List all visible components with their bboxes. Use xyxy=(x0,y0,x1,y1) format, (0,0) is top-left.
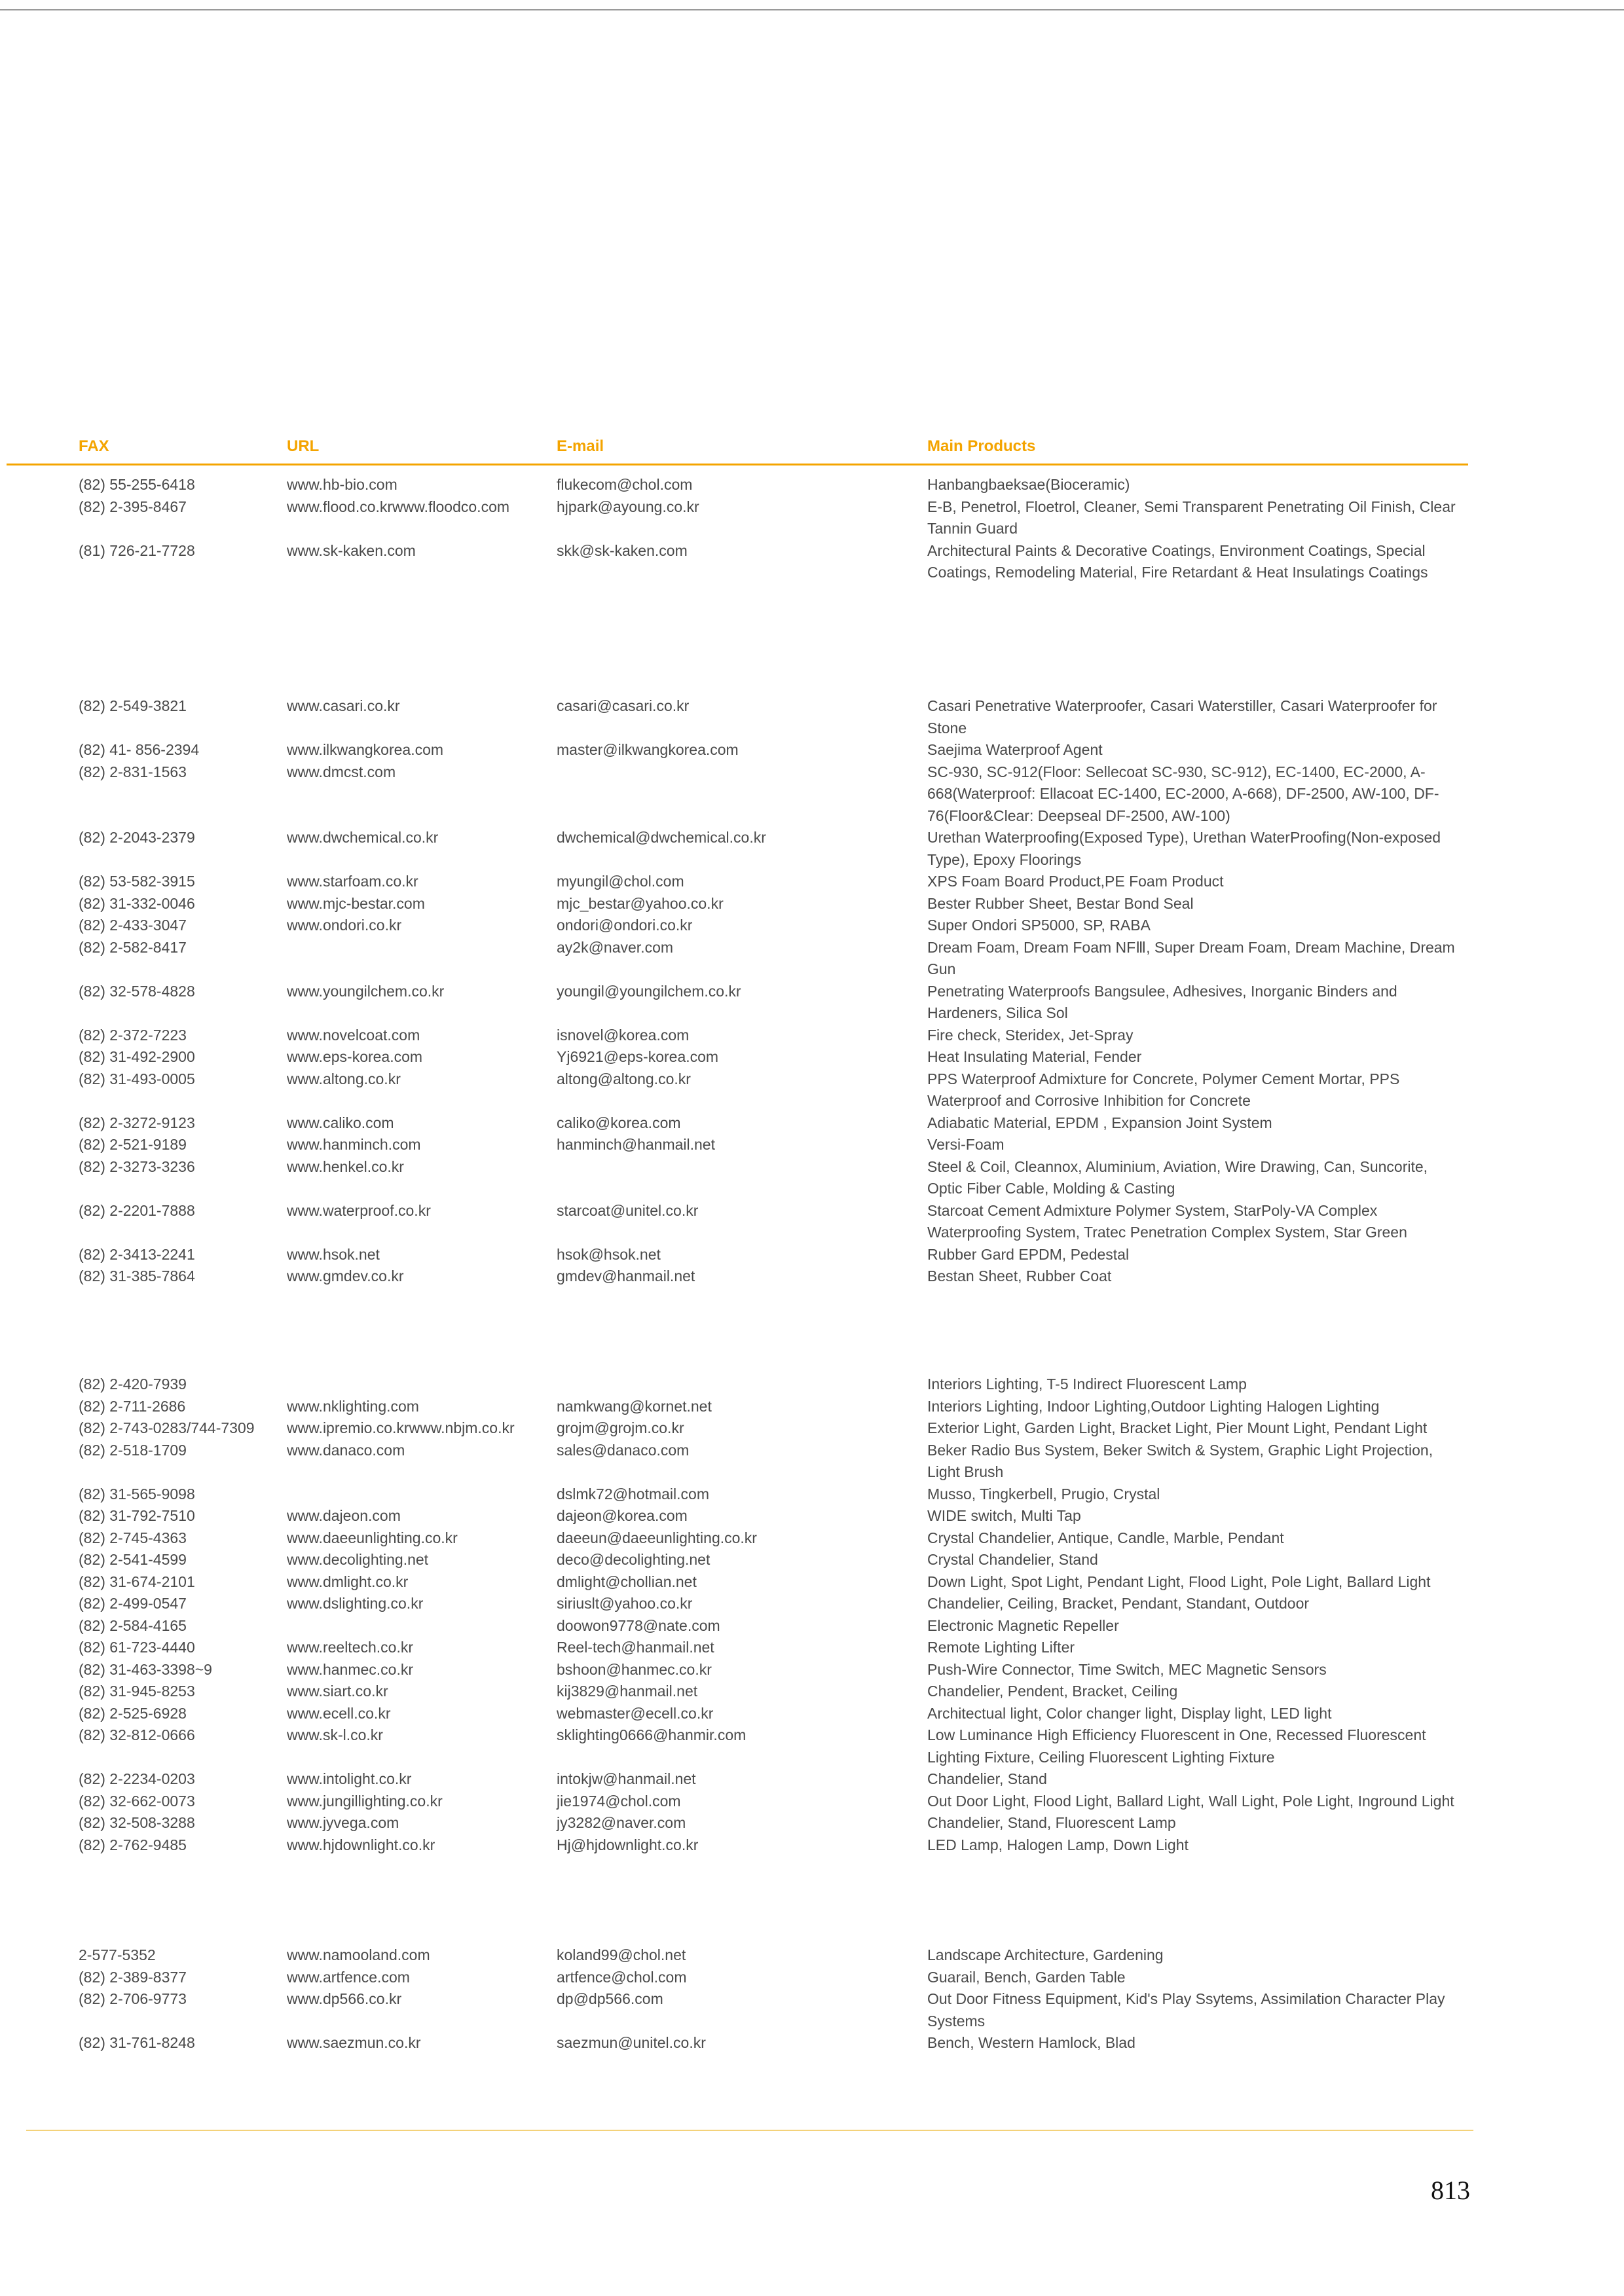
fax-cell: (82) 2-433-3047 xyxy=(79,917,187,934)
fax-cell: (82) 2-420-7939 xyxy=(79,1376,187,1393)
url-link[interactable]: www.decolighting.net xyxy=(287,1551,429,1568)
email-link[interactable]: dmlight@chollian.net xyxy=(557,1573,697,1590)
email-link[interactable]: grojm@grojm.co.kr xyxy=(557,1419,684,1436)
url-link[interactable]: www.siart.co.kr xyxy=(287,1683,388,1700)
url-link[interactable]: www.sk-l.co.kr xyxy=(287,1726,383,1743)
fax-cell: (82) 2-372-7223 xyxy=(79,1026,187,1044)
url-link[interactable]: www.ondori.co.kr xyxy=(287,917,402,934)
fax-cell: (82) 2-521-9189 xyxy=(79,1136,187,1153)
email-link[interactable]: siriuslt@yahoo.co.kr xyxy=(557,1595,693,1612)
products-cell: Crystal Chandelier, Antique, Candle, Marble, Pendant xyxy=(927,1529,1284,1546)
url-link[interactable]: www.flood.co.krwww.floodco.com xyxy=(287,498,510,515)
email-link[interactable]: altong@altong.co.kr xyxy=(557,1070,691,1087)
url-link[interactable]: www.starfoam.co.kr xyxy=(287,873,418,890)
fax-cell: (82) 2-525-6928 xyxy=(79,1704,187,1722)
fax-cell: (82) 32-508-3288 xyxy=(79,1814,195,1831)
fax-cell: (82) 31-761-8248 xyxy=(79,2034,195,2051)
fax-cell: (82) 31-493-0005 xyxy=(79,1070,195,1087)
url-link[interactable]: www.novelcoat.com xyxy=(287,1026,420,1044)
email-link[interactable]: namkwang@kornet.net xyxy=(557,1397,712,1415)
products-cell: Architectual light, Color changer light, Display light, LED light xyxy=(927,1704,1332,1722)
email-link[interactable]: casari@casari.co.kr xyxy=(557,697,690,714)
email-link[interactable]: dwchemical@dwchemical.co.kr xyxy=(557,829,766,846)
url-link[interactable]: www.jungillighting.co.kr xyxy=(287,1792,443,1810)
products-cell: Bench, Western Hamlock, Blad xyxy=(927,2034,1135,2051)
url-link[interactable]: www.hb-bio.com xyxy=(287,476,397,493)
email-link[interactable]: youngil@youngilchem.co.kr xyxy=(557,982,741,1000)
table-row xyxy=(0,1025,1624,1047)
products-cell: Crystal Chandelier, Stand xyxy=(927,1551,1098,1568)
products-cell: Interiors Lighting, Indoor Lighting,Outdoor Lighting Halogen Lighting xyxy=(927,1397,1380,1415)
top-rule xyxy=(0,9,1624,10)
products-cell: Hanbangbaeksae(Bioceramic) xyxy=(927,476,1130,493)
products-cell: Electronic Magnetic Repeller xyxy=(927,1616,1119,1634)
fax-cell: (82) 2-3413-2241 xyxy=(79,1245,195,1263)
fax-cell: (82) 32-662-0073 xyxy=(79,1792,195,1810)
products-cell: Penetrating Waterproofs Bangsulee, Adhesives, Inorganic Binders and Hardeners, Silica Sol xyxy=(927,982,1397,1021)
email-link[interactable]: hsok@hsok.net xyxy=(557,1245,661,1263)
table-row xyxy=(0,1374,1624,1396)
table-row xyxy=(0,1417,1624,1440)
table-header xyxy=(0,437,1624,464)
table-row xyxy=(0,1944,1624,1967)
table-row xyxy=(0,1659,1624,1681)
table-row xyxy=(0,1549,1624,1571)
fax-cell: (82) 31-945-8253 xyxy=(79,1683,195,1700)
table-row xyxy=(0,915,1624,937)
table-row xyxy=(0,1967,1624,1989)
fax-cell: (82) 32-812-0666 xyxy=(79,1726,195,1743)
products-cell: SC-930, SC-912(Floor: Sellecoat SC-930, SC-912), EC-1400, EC-2000, A-668(Waterproof: Ellacoat EC-1400, EC-2000, A-668), DF-2500, AW-100, DF-76(Floor&Clear: Deepseal DF-2500, AW-100) xyxy=(927,763,1439,824)
table-row xyxy=(0,1046,1624,1068)
group-paints-coatings xyxy=(0,474,1624,584)
fax-cell: (82) 2-3272-9123 xyxy=(79,1114,195,1131)
table-row xyxy=(0,1571,1624,1594)
url-link[interactable]: www.dslighting.co.kr xyxy=(287,1595,424,1612)
url-link[interactable]: www.ilkwangkorea.com xyxy=(287,741,444,758)
products-cell: Out Door Light, Flood Light, Ballard Light, Wall Light, Pole Light, Inground Light xyxy=(927,1792,1454,1810)
table-row xyxy=(0,893,1624,915)
url-link[interactable]: www.saezmun.co.kr xyxy=(287,2034,421,2051)
table-row xyxy=(0,1637,1624,1659)
products-cell: Chandelier, Pendent, Bracket, Ceiling xyxy=(927,1683,1178,1700)
products-cell: Bester Rubber Sheet, Bestar Bond Seal xyxy=(927,894,1194,912)
url-link[interactable]: www.sk-kaken.com xyxy=(287,541,416,559)
group-lighting xyxy=(0,1374,1624,1856)
table-row xyxy=(0,695,1624,739)
fax-cell: (82) 2-762-9485 xyxy=(79,1836,187,1853)
url-link[interactable]: www.danaco.com xyxy=(287,1441,405,1459)
table-row xyxy=(0,827,1624,871)
table-row xyxy=(0,1615,1624,1637)
table-row xyxy=(0,1112,1624,1135)
products-cell: Guarail, Bench, Garden Table xyxy=(927,1968,1126,1986)
url-link[interactable]: www.hjdownlight.co.kr xyxy=(287,1836,435,1853)
url-link[interactable]: www.ecell.co.kr xyxy=(287,1704,391,1722)
products-cell: Down Light, Spot Light, Pendant Light, Flood Light, Pole Light, Ballard Light xyxy=(927,1573,1431,1590)
url-link[interactable]: www.intolight.co.kr xyxy=(287,1770,412,1787)
table-row xyxy=(0,1156,1624,1200)
email-link[interactable]: saezmun@unitel.co.kr xyxy=(557,2034,706,2051)
email-link[interactable]: koland99@chol.net xyxy=(557,1946,686,1963)
url-link[interactable]: www.caliko.com xyxy=(287,1114,394,1131)
url-link[interactable]: www.dwchemical.co.kr xyxy=(287,829,439,846)
email-link[interactable]: myungil@chol.com xyxy=(557,873,684,890)
table-row xyxy=(0,1681,1624,1703)
products-cell: Saejima Waterproof Agent xyxy=(927,741,1103,758)
page-number: 813 xyxy=(1431,2176,1470,2205)
group-waterproofing xyxy=(0,695,1624,1288)
email-link[interactable]: starcoat@unitel.co.kr xyxy=(557,1201,699,1219)
products-cell: Adiabatic Material, EPDM , Expansion Joint System xyxy=(927,1114,1272,1131)
fax-cell: (81) 726-21-7728 xyxy=(79,541,195,559)
fax-cell: (82) 31-674-2101 xyxy=(79,1573,195,1590)
table-row xyxy=(0,1484,1624,1506)
table-row xyxy=(0,739,1624,761)
email-link[interactable]: isnovel@korea.com xyxy=(557,1026,690,1044)
products-cell: Rubber Gard EPDM, Pedestal xyxy=(927,1245,1130,1263)
email-link[interactable]: jy3282@naver.com xyxy=(557,1814,686,1831)
url-link[interactable]: www.casari.co.kr xyxy=(287,697,400,714)
email-link[interactable]: bshoon@hanmec.co.kr xyxy=(557,1660,712,1678)
email-link[interactable]: gmdev@hanmail.net xyxy=(557,1267,695,1285)
fax-cell: (82) 61-723-4440 xyxy=(79,1639,195,1656)
email-link[interactable]: Hj@hjdownlight.co.kr xyxy=(557,1836,699,1853)
url-link[interactable]: www.hsok.net xyxy=(287,1245,380,1263)
table-row xyxy=(0,2032,1624,2054)
url-link[interactable]: www.artfence.com xyxy=(287,1968,410,1986)
fax-cell: (82) 31-332-0046 xyxy=(79,894,195,912)
products-cell: Fire check, Steridex, Jet-Spray xyxy=(927,1026,1134,1044)
url-link[interactable]: www.daeeunlighting.co.kr xyxy=(287,1529,458,1546)
products-cell: WIDE switch, Multi Tap xyxy=(927,1507,1081,1524)
table-row xyxy=(0,937,1624,981)
url-link[interactable]: www.gmdev.co.kr xyxy=(287,1267,404,1285)
table-row xyxy=(0,496,1624,540)
products-cell: Push-Wire Connector, Time Switch, MEC Magnetic Sensors xyxy=(927,1660,1327,1678)
table-row xyxy=(0,1440,1624,1484)
products-cell: Low Luminance High Efficiency Fluorescent in One, Recessed Fluorescent Lighting Fixture, Ceiling Fluorescent Lighting Fixture xyxy=(927,1726,1426,1766)
email-link[interactable]: artfence@chol.com xyxy=(557,1968,687,1986)
header-rule xyxy=(7,464,1468,465)
fax-cell: (82) 2-395-8467 xyxy=(79,498,187,515)
products-cell: Starcoat Cement Admixture Polymer System, StarPoly-VA Complex Waterproofing System, Tratec Penetration Complex System, Star Green xyxy=(927,1201,1407,1241)
url-link[interactable]: www.hanmec.co.kr xyxy=(287,1660,414,1678)
products-cell: Musso, Tingkerbell, Prugio, Crystal xyxy=(927,1485,1160,1503)
table-row xyxy=(0,1593,1624,1615)
header-products: Main Products xyxy=(927,437,1036,455)
fax-cell: (82) 2-745-4363 xyxy=(79,1529,187,1546)
table-row xyxy=(0,1068,1624,1112)
fax-cell: (82) 2-499-0547 xyxy=(79,1595,187,1612)
fax-cell: (82) 2-831-1563 xyxy=(79,763,187,780)
table-row xyxy=(0,1505,1624,1527)
header-url: URL xyxy=(287,437,320,455)
products-cell: Out Door Fitness Equipment, Kid's Play Ssytems, Assimilation Character Play Systems xyxy=(927,1990,1445,2030)
email-link[interactable]: daeeun@daeeunlighting.co.kr xyxy=(557,1529,757,1546)
table-row xyxy=(0,1812,1624,1834)
group-landscape xyxy=(0,1944,1624,2054)
products-cell: Bestan Sheet, Rubber Coat xyxy=(927,1267,1112,1285)
products-cell: Remote Lighting Lifter xyxy=(927,1639,1075,1656)
fax-cell: (82) 31-463-3398~9 xyxy=(79,1660,212,1678)
fax-cell: (82) 2-2043-2379 xyxy=(79,829,195,846)
email-link[interactable]: jie1974@chol.com xyxy=(557,1792,681,1810)
url-link[interactable]: www.henkel.co.kr xyxy=(287,1157,404,1175)
fax-cell: (82) 2-518-1709 xyxy=(79,1441,187,1459)
products-cell: Urethan Waterproofing(Exposed Type), Urethan WaterProofing(Non-exposed Type), Epoxy Floorings xyxy=(927,829,1441,868)
email-link[interactable]: webmaster@ecell.co.kr xyxy=(557,1704,714,1722)
fax-cell: (82) 31-492-2900 xyxy=(79,1048,195,1065)
fax-cell: (82) 53-582-3915 xyxy=(79,873,195,890)
url-link[interactable]: www.hanminch.com xyxy=(287,1136,421,1153)
url-link[interactable]: www.youngilchem.co.kr xyxy=(287,982,445,1000)
fax-cell: (82) 32-578-4828 xyxy=(79,982,195,1000)
products-cell: Versi-Foam xyxy=(927,1136,1005,1153)
email-link[interactable]: sklighting0666@hanmir.com xyxy=(557,1726,747,1743)
products-cell: Landscape Architecture, Gardening xyxy=(927,1946,1164,1963)
fax-cell: (82) 31-385-7864 xyxy=(79,1267,195,1285)
products-cell: XPS Foam Board Product,PE Foam Product xyxy=(927,873,1224,890)
fax-cell: (82) 2-2201-7888 xyxy=(79,1201,195,1219)
email-link[interactable]: flukecom@chol.com xyxy=(557,476,693,493)
products-cell: LED Lamp, Halogen Lamp, Down Light xyxy=(927,1836,1189,1853)
table-row xyxy=(0,1266,1624,1288)
email-link[interactable]: mjc_bestar@yahoo.co.kr xyxy=(557,894,724,912)
table-row xyxy=(0,871,1624,893)
url-link[interactable]: www.dajeon.com xyxy=(287,1507,401,1524)
email-link[interactable]: doowon9778@nate.com xyxy=(557,1616,720,1634)
fax-cell: (82) 2-389-8377 xyxy=(79,1968,187,1986)
products-cell: Casari Penetrative Waterproofer, Casari Waterstiller, Casari Waterproofer for Stone xyxy=(927,697,1437,737)
fax-cell: (82) 2-582-8417 xyxy=(79,938,187,956)
fax-cell: (82) 2-541-4599 xyxy=(79,1551,187,1568)
fax-cell: (82) 2-711-2686 xyxy=(79,1397,186,1415)
table-row xyxy=(0,1200,1624,1244)
fax-cell: (82) 2-706-9773 xyxy=(79,1990,187,2007)
url-link[interactable]: www.waterproof.co.kr xyxy=(287,1201,431,1219)
email-link[interactable]: kij3829@hanmail.net xyxy=(557,1683,698,1700)
url-link[interactable]: www.dp566.co.kr xyxy=(287,1990,402,2007)
products-cell: Chandelier, Stand xyxy=(927,1770,1047,1787)
email-link[interactable]: dajeon@korea.com xyxy=(557,1507,688,1524)
table-row xyxy=(0,1396,1624,1418)
email-link[interactable]: sales@danaco.com xyxy=(557,1441,690,1459)
fax-cell: (82) 41- 856-2394 xyxy=(79,741,200,758)
table-row xyxy=(0,1134,1624,1156)
table-row xyxy=(0,981,1624,1025)
email-link[interactable]: hjpark@ayoung.co.kr xyxy=(557,498,699,515)
products-cell: E-B, Penetrol, Floetrol, Cleaner, Semi Transparent Penetrating Oil Finish, Clear Tannin Guard xyxy=(927,498,1456,537)
url-link[interactable]: www.reeltech.co.kr xyxy=(287,1639,414,1656)
table-row xyxy=(0,1768,1624,1791)
email-link[interactable]: dp@dp566.com xyxy=(557,1990,663,2007)
products-cell: Dream Foam, Dream Foam NFⅢ, Super Dream Foam, Dream Machine, Dream Gun xyxy=(927,938,1455,977)
email-link[interactable]: Yj6921@eps-korea.com xyxy=(557,1048,719,1065)
products-cell: Chandelier, Stand, Fluorescent Lamp xyxy=(927,1814,1176,1831)
email-link[interactable]: Reel-tech@hanmail.net xyxy=(557,1639,714,1656)
header-email: E-mail xyxy=(557,437,604,455)
products-cell: Heat Insulating Material, Fender xyxy=(927,1048,1142,1065)
footer-rule xyxy=(26,2130,1473,2131)
products-cell: Steel & Coil, Cleannox, Aluminium, Aviation, Wire Drawing, Can, Suncorite, Optic Fiber Cable, Molding & Casting xyxy=(927,1157,1428,1197)
url-link[interactable]: www.ipremio.co.krwww.nbjm.co.kr xyxy=(287,1419,515,1436)
email-link[interactable]: caliko@korea.com xyxy=(557,1114,681,1131)
url-link[interactable]: www.namooland.com xyxy=(287,1946,430,1963)
url-link[interactable]: www.dmlight.co.kr xyxy=(287,1573,409,1590)
table-row xyxy=(0,761,1624,828)
table-row xyxy=(0,1703,1624,1725)
fax-cell: (82) 2-3273-3236 xyxy=(79,1157,195,1175)
products-cell: Chandelier, Ceiling, Bracket, Pendant, Standant, Outdoor xyxy=(927,1595,1310,1612)
url-link[interactable]: www.jyvega.com xyxy=(287,1814,399,1831)
table-row xyxy=(0,1988,1624,2032)
url-link[interactable]: www.mjc-bestar.com xyxy=(287,894,425,912)
fax-cell: (82) 31-792-7510 xyxy=(79,1507,195,1524)
header-fax: FAX xyxy=(79,437,109,455)
fax-cell: (82) 2-743-0283/744-7309 xyxy=(79,1419,255,1436)
products-cell: Super Ondori SP5000, SP, RABA xyxy=(927,917,1151,934)
table-row xyxy=(0,1244,1624,1266)
fax-cell: (82) 2-584-4165 xyxy=(79,1616,187,1634)
fax-cell: (82) 2-2234-0203 xyxy=(79,1770,195,1787)
products-cell: PPS Waterproof Admixture for Concrete, Polymer Cement Mortar, PPS Waterproof and Corrosive Inhibition for Concrete xyxy=(927,1070,1400,1109)
table-row xyxy=(0,1724,1624,1768)
url-link[interactable]: www.dmcst.com xyxy=(287,763,396,780)
fax-cell: (82) 55-255-6418 xyxy=(79,476,195,493)
email-link[interactable]: intokjw@hanmail.net xyxy=(557,1770,696,1787)
fax-cell: (82) 31-565-9098 xyxy=(79,1485,195,1503)
email-link[interactable]: skk@sk-kaken.com xyxy=(557,541,688,559)
email-link[interactable]: ay2k@naver.com xyxy=(557,938,674,956)
email-link[interactable]: deco@decolighting.net xyxy=(557,1551,710,1568)
table-row xyxy=(0,1791,1624,1813)
email-link[interactable]: dslmk72@hotmail.com xyxy=(557,1485,709,1503)
url-link[interactable]: www.nklighting.com xyxy=(287,1397,419,1415)
email-link[interactable]: ondori@ondori.co.kr xyxy=(557,917,693,934)
fax-cell: (82) 2-549-3821 xyxy=(79,697,187,714)
email-link[interactable]: hanminch@hanmail.net xyxy=(557,1136,715,1153)
table-row xyxy=(0,474,1624,496)
table-row xyxy=(0,1527,1624,1550)
url-link[interactable]: www.altong.co.kr xyxy=(287,1070,401,1087)
fax-cell: 2-577-5352 xyxy=(79,1946,156,1963)
table-row xyxy=(0,540,1624,584)
products-cell: Interiors Lighting, T-5 Indirect Fluorescent Lamp xyxy=(927,1376,1247,1393)
email-link[interactable]: master@ilkwangkorea.com xyxy=(557,741,739,758)
products-cell: Exterior Light, Garden Light, Bracket Light, Pier Mount Light, Pendant Light xyxy=(927,1419,1428,1436)
table-row xyxy=(0,1834,1624,1857)
url-link[interactable]: www.eps-korea.com xyxy=(287,1048,423,1065)
products-cell: Beker Radio Bus System, Beker Switch & System, Graphic Light Projection, Light Brush xyxy=(927,1441,1433,1480)
products-cell: Architectural Paints & Decorative Coatings, Environment Coatings, Special Coatings, Remodeling Material, Fire Retardant & Heat Insulatings Coatings xyxy=(927,541,1428,581)
